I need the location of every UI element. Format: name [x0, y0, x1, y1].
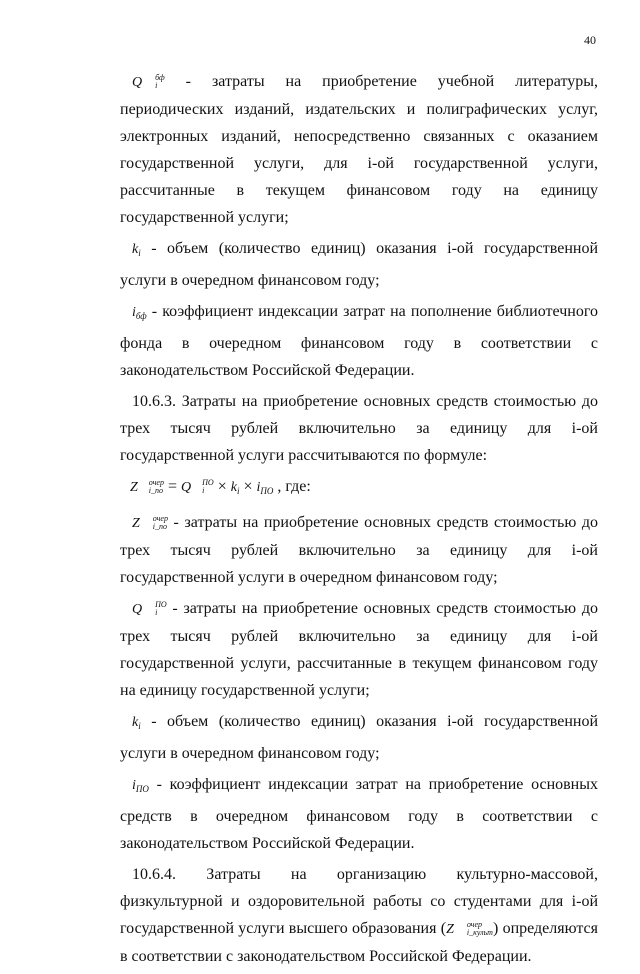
formula-q: Q — [181, 480, 192, 495]
formula-tail: , где: — [273, 478, 311, 495]
paragraph-k-definition-2 — [120, 708, 598, 767]
symbol-sup: очер — [466, 920, 483, 929]
page-number: 40 — [584, 33, 596, 47]
symbol-z: Z — [132, 516, 140, 531]
paragraph-text: - коэффициент индексации затрат на пополнение библиотечного фонда в очередном финансовом году в соответствии с законодательством Российской Федерации. — [120, 303, 598, 379]
formula-k-sub: i — [236, 486, 240, 496]
symbol-sup: бф — [155, 73, 165, 82]
symbol-sup: очер — [152, 514, 168, 523]
symbol-sub: i_культ — [466, 928, 493, 937]
symbol-z: Z — [446, 922, 454, 937]
paragraph-text: - объем (количество единиц) оказания i-ой государственной услуги в очередном финансовом году; — [120, 240, 598, 289]
paragraph-text: 10.6.4. Затраты на организацию культурно-массовой, физкультурной и оздоровительной работы со студентами для i-ой государственной услуги высшего образования ( — [120, 866, 598, 937]
symbol-q: Q — [132, 602, 143, 617]
formula-times: × — [239, 478, 257, 495]
paragraph-text: - затраты на приобретение основных средств стоимостью до трех тысяч рублей включительно за единицу для i-ой государственной услуги в очередном финансовом году; — [120, 514, 598, 586]
paragraph-z-po-definition — [120, 509, 598, 591]
formula-k: k — [230, 480, 237, 495]
symbol-sub: i — [155, 81, 158, 90]
symbol-sup: ПО — [155, 600, 167, 609]
paragraph-i-bf-definition — [120, 298, 598, 384]
paragraph-text: ) определяются в соответствии с законодательством Российской Федерации. — [120, 920, 598, 965]
symbol-i: i — [132, 778, 136, 793]
symbol-i: i — [132, 305, 136, 320]
paragraph-k-definition — [120, 235, 598, 294]
symbol-sub: i_по — [152, 522, 168, 531]
formula-i-sub: ПО — [260, 486, 274, 496]
symbol-sub: i — [138, 721, 141, 731]
formula-equals: = — [163, 478, 181, 495]
formula-z: Z — [130, 480, 138, 495]
paragraph-text: - коэффициент индексации затрат на приобретение основных средств в очередном финансовом году в соответствии с законодательством Российской Федерации. — [120, 776, 598, 852]
paragraph-text: - затраты на приобретение основных средств стоимостью до трех тысяч рублей включительно за единицу для i-ой государственной услуги, рассчитанные в текущем финансовом году на единицу государственной услуги; — [120, 600, 598, 699]
symbol-q: Q — [132, 75, 143, 90]
paragraph-i-po-definition — [120, 771, 598, 857]
formula-q-sup: ПО — [202, 478, 214, 487]
symbol-sub: i — [138, 248, 141, 258]
paragraph-q-bf-definition — [120, 68, 598, 231]
paragraph-text: - объем (количество единиц) оказания i-ой государственной услуги в очередном финансовом году; — [120, 713, 598, 762]
symbol-sub: i — [155, 608, 158, 617]
symbol-k: k — [132, 715, 139, 730]
formula-q-sub: i — [202, 486, 205, 495]
symbol-sub: ПО — [135, 784, 149, 794]
paragraph-10-6-4 — [120, 861, 598, 970]
paragraph-text: - затраты на приобретение учебной литературы, периодических изданий, издательских и полиграфических услуг, электронных изданий, непосредственно связанных с оказанием государственной услуги, для i-ой государственной услуги, рассчитанные в текущем финансовом году на единицу государственной услуги; — [120, 73, 598, 226]
formula-i: i — [256, 480, 261, 495]
formula-z-sub: i_по — [148, 486, 164, 495]
paragraph-10-6-3: 10.6.3. Затраты на приобретение основных средств стоимостью до трех тысяч рублей включительно за единицу для i-ой государственной услуги рассчитываются по формуле: — [120, 393, 598, 464]
formula-z-sup: очер — [148, 478, 164, 487]
formula — [120, 473, 598, 505]
symbol-k: k — [132, 242, 139, 257]
paragraph-q-po-definition — [120, 595, 598, 704]
formula-times: × — [213, 478, 231, 495]
symbol-sub: бф — [135, 311, 147, 321]
document-body — [120, 68, 598, 974]
